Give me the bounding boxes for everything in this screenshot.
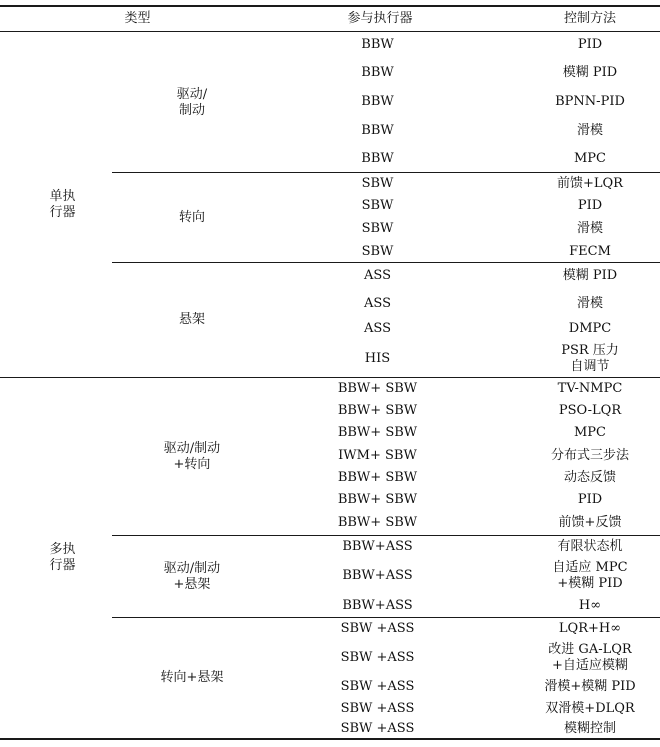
method-cell: BPNN-PID — [555, 94, 625, 109]
method-cell: PSR 压力 自调节 — [561, 343, 619, 374]
method-cell: LQR+H∞ — [558, 621, 622, 636]
actuator-cell: SBW — [361, 175, 394, 191]
actuator-cell: ASS — [364, 268, 391, 283]
method-cell: DMPC — [568, 321, 612, 336]
actuator-cell: SBW +ASS — [340, 650, 415, 665]
actuator-cell: BBW — [361, 123, 394, 138]
actuator-cell: SBW +ASS — [340, 621, 415, 636]
subgroup-label: 驱动/制动 +悬架 — [163, 560, 221, 592]
method-cell: PSO-LQR — [558, 403, 622, 418]
actuator-cell: BBW+ SBW — [337, 381, 418, 396]
method-cell: 滑模 — [576, 123, 603, 138]
actuator-cell: BBW+ SBW — [337, 403, 418, 418]
method-cell: 模糊 PID — [562, 64, 618, 80]
method-cell: PID — [577, 492, 603, 507]
method-cell: PID — [577, 37, 603, 52]
method-cell: 模糊控制 — [563, 721, 616, 736]
actuator-cell: BBW+ SBW — [337, 425, 418, 440]
method-cell: 滑模 — [576, 295, 603, 311]
actuator-cell: BBW — [361, 64, 394, 80]
actuator-cell: BBW — [361, 94, 394, 109]
group-label: 单执 行器 — [49, 189, 76, 220]
actuator-cell: ASS — [364, 321, 391, 336]
actuator-cell: BBW+ASS — [342, 598, 413, 613]
header-rule — [0, 31, 660, 32]
method-cell: 前馈+反馈 — [558, 515, 622, 530]
actuator-cell: SBW — [361, 243, 394, 259]
top-rule — [0, 5, 660, 7]
method-cell: TV-NMPC — [557, 381, 623, 396]
subgroup-label: 悬架 — [178, 312, 205, 327]
header-method: 控制方法 — [563, 11, 616, 26]
method-cell: 双滑模+DLQR — [545, 701, 635, 716]
actuator-cell: BBW+ SBW — [337, 470, 418, 485]
actuator-cell: BBW+ASS — [342, 568, 413, 583]
actuator-cell: BBW+ SBW — [337, 492, 418, 507]
actuator-cell: SBW +ASS — [340, 679, 415, 694]
method-cell: 自适应 MPC +模糊 PID — [552, 560, 628, 591]
method-cell: H∞ — [578, 598, 602, 613]
method-cell: FECM — [569, 243, 611, 259]
method-cell: MPC — [573, 151, 606, 166]
actuator-cell: SBW — [361, 197, 394, 213]
subgroup-label: 驱动/制动 +转向 — [163, 440, 221, 472]
header-type: 类型 — [124, 11, 151, 26]
subgroup-label: 转向 — [178, 209, 205, 225]
actuator-cell: SBW +ASS — [340, 701, 415, 716]
method-cell: PID — [577, 197, 603, 213]
bottom-rule — [0, 738, 660, 740]
actuator-cell: HIS — [364, 351, 391, 366]
actuator-cell: IWM+ SBW — [338, 447, 417, 463]
group-label: 多执 行器 — [49, 541, 76, 573]
subgroup-label: 转向+悬架 — [160, 669, 224, 685]
method-cell: 前馈+LQR — [557, 175, 623, 191]
method-cell: 有限状态机 — [557, 539, 623, 554]
method-cell: 滑模+模糊 PID — [544, 679, 636, 694]
method-cell: 改进 GA-LQR +自适应模糊 — [548, 642, 632, 673]
header-actuator: 参与执行器 — [347, 11, 413, 26]
method-cell: 模糊 PID — [562, 268, 618, 283]
actuator-cell: BBW — [361, 151, 394, 166]
actuator-cell: SBW — [361, 220, 394, 236]
method-cell: 动态反馈 — [563, 470, 616, 485]
actuator-cell: ASS — [364, 295, 391, 311]
method-cell: 分布式三步法 — [550, 447, 629, 463]
subgroup-label: 驱动/ 制动 — [176, 86, 208, 118]
method-cell: MPC — [573, 425, 606, 440]
actuator-cell: SBW +ASS — [340, 721, 415, 736]
actuator-cell: BBW+ SBW — [337, 515, 418, 530]
method-cell: 滑模 — [576, 220, 603, 236]
actuator-cell: BBW+ASS — [342, 539, 413, 554]
actuator-cell: BBW — [361, 37, 394, 52]
